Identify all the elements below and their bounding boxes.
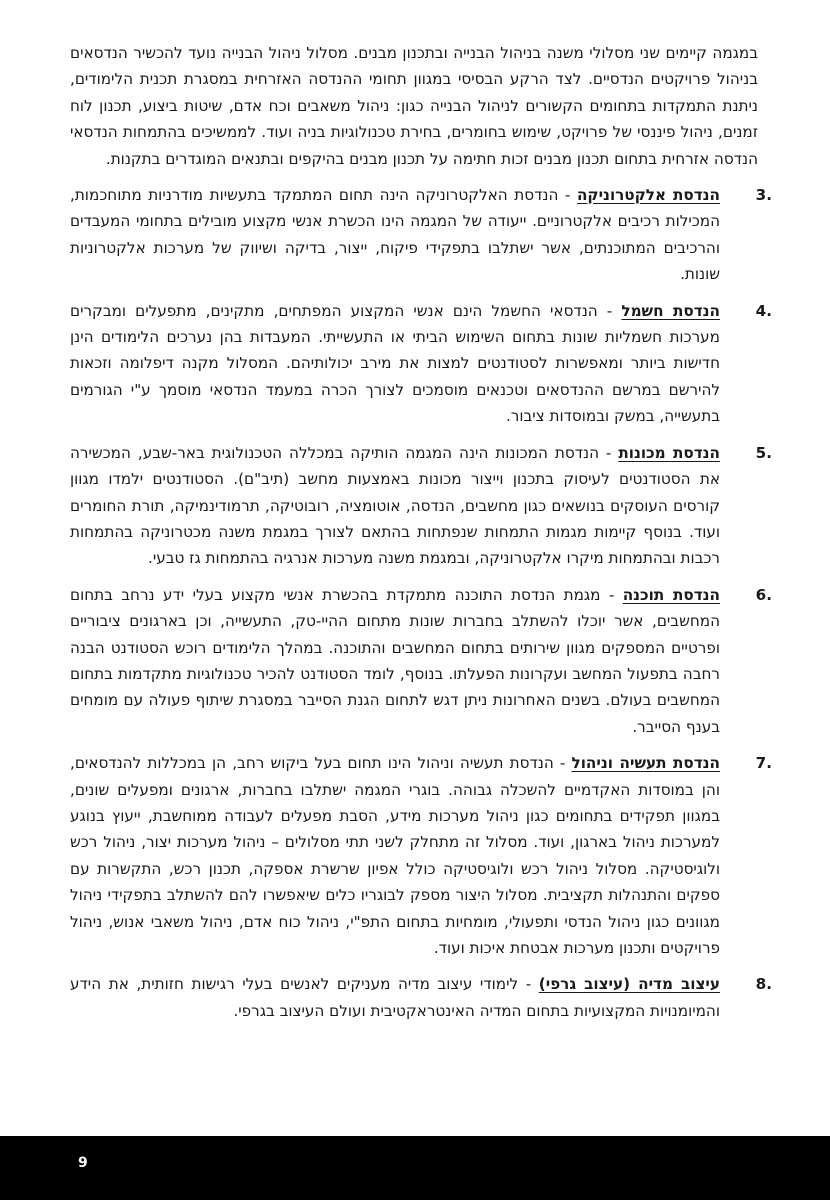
list-item [70, 440, 772, 572]
page-footer [0, 1136, 830, 1200]
item-title: הנדסת תוכנה [622, 585, 720, 604]
list-item [70, 298, 772, 430]
item-text: - לימודי עיצוב מדיה מעניקים לאנשים בעלי רגישות חזותית, את הידע והמיומנויות המקצועיות בתחום המדיה האינטראקטיבית ועולם העיצוב בגרפי. [70, 975, 720, 1020]
item-text: - מגמת הנדסת התוכנה מתמקדת בהכשרת אנשי מקצוע בעלי ידע נרחב בתחום המחשבים, אשר יוכלו להשתלב בחברות שונות מתחום ההיי-טק, התעשייה, וכן בארגונים ציבוריים ופרטיים המספקים מגוון שירותים בתחום המחשבים והתוכנה. במהלך הלימודים רוכש הסטודנט הבנה רחבה בתפעול המחשב ועקרונות הפעלתו. בנוסף, לומד הסטודנט להכיר טכנולוגיות מתקדמות בתחום המחשבים בעולם. בשנים האחרונות ניתן דגש לתחום הגנת הסייבר במסגרת שיתוף פעולה עם מומחים בענף הסייבר. [70, 585, 720, 736]
item-text: - הנדסת תעשיה וניהול הינו תחום בעל ביקוש רחב, הן במכללות להנדסאים, והן במוסדות האקדמיים להשכלה גבוהה. בוגרי המגמה ישתלבו בחברות, ארגונים ומפעלים שונים, במגוון תפקידים בתחומים כגון ניהול מערכות מידע, הסבת מפעלים לעבודה ממוחשבת, ייעוץ בנוגע למערכות ניהול בארגון, ועוד. מסלול זה מתחלק לשני תתי מסלולים – ניהול מערכות יצור, ניהול רכש ולוגיסטיקה. מסלול ניהול רכש ולוגיסטיקה כולל אפיון שרשרת אספקה, תכנון רכש, התקשרות עם ספקים והתנהלות תקציבית. מסלול היצור מספק לבוגריו כלים שיאפשרו להם להשתלב בתפקידי ניהול מגוונים כגון ניהול הנדסי ותפעולי, מומחיות בתחום התפ"י, ניהול כוח אדם, ניהול משאבי אנוש, ניהול פרויקטים ותכנון מערכות אבטחת איכות ועוד. [70, 754, 720, 957]
item-title: הנדסת מכונות [618, 443, 720, 462]
document-body [70, 40, 772, 1034]
item-number: 3. [755, 186, 772, 205]
item-number: 7. [755, 754, 772, 773]
intro-paragraph: במגמה קיימים שני מסלולי משנה בניהול הבנייה ובתכנון מבנים. מסלול ניהול הבנייה נועד להכשיר הנדסאים בניהול פרויקטים הנדסיים. לצד הרקע הבסיסי במגוון תחומי ההנדסה האזרחית במסגרת תכנית הלימודים, ניתנת התמקדות בתחומים הקשורים לניהול הבנייה כגון: ניהול משאבים וכח אדם, שיטות ביצוע, תכנון לוח זמנים, ניהול פיננסי של פרויקט, שימוש בחומרים, בחירת טכנולוגיות בניה ועוד. לממשיכים בהתמחות הנדסאי הנדסה אזרחית בתחום תכנון מבנים זכות חתימה על תכנון מבנים בהיקפים ובתנאים המוגדרים בתקנות. [70, 44, 758, 168]
list-item [70, 971, 772, 1024]
item-title: הנדסת חשמל [621, 301, 720, 320]
page-number: 9 [78, 1155, 88, 1171]
item-text: - הנדסת המכונות הינה המגמה הותיקה במכללה הטכנולוגית באר-שבע, המכשירה את הסטודנטים לעיסוק בתכנון וייצור מכונות באמצעות מחשב (תיב"ם). הסטודנטים ילמדו מגוון קורסים העוסקים בנושאים כגון מחשבים, הנדסה, אוטומציה, רובוטיקה, תרמודינמיקה, תורת החומרים ועוד. בנוסף קיימות מגמות התמחות שנפתחות בהתאם לצורך במגמת משנה מכטרוניקה בהתמחות רכבות ובהתמחות מיקרו אלקטרוניקה, ובמגמת משנה מערכות אנרגיה בהתמחות גז טבעי. [70, 443, 720, 568]
item-title: הנדסת אלקטרוניקה [576, 186, 720, 205]
item-title: הנדסת תעשיה וניהול [571, 754, 720, 773]
item-number: 4. [755, 301, 772, 320]
item-title: עיצוב מדיה (עיצוב גרפי) [538, 975, 720, 994]
item-text: - הנדסת האלקטרוניקה הינה תחום המתמקד בתעשיות מודרניות מתוחכמות, המכילות רכיבים אלקטרוניים. ייעודה של המגמה הינו הכשרת אנשי מקצוע מובילים בתחומי המעבדים והרכיבים המתוכנתים, אשר ישתלבו בתפקידי פיקוח, ייצור, בדיקה ושיווק של מערכות אלקטרוניות שונות. [70, 186, 720, 284]
item-number: 6. [755, 585, 772, 604]
list-item [70, 182, 772, 288]
item-text: - הנדסאי החשמל הינם אנשי המקצוע המפתחים, מתקינים, מתפעלים ומבקרים מערכות חשמליות שונות בתחום השימוש הביתי או התעשייתי. המעבדות בהן נערכים הלימודים הינן חדישות ביותר ומאפשרות לסטודנטים למצות את מירב יכולותיהם. המסלול מקנה דיפלומה וזכאות להירשם במרשם ההנדסאים וטכנאים מוסמכים לצורך הכרה במעמד הנדסאי מוסמך ע"י הגורמים בתעשייה, במשק ובמוסדות ציבור. [70, 301, 720, 426]
list-item [70, 582, 772, 740]
item-number: 5. [755, 443, 772, 462]
list-item [70, 750, 772, 961]
item-number: 8. [755, 975, 772, 994]
